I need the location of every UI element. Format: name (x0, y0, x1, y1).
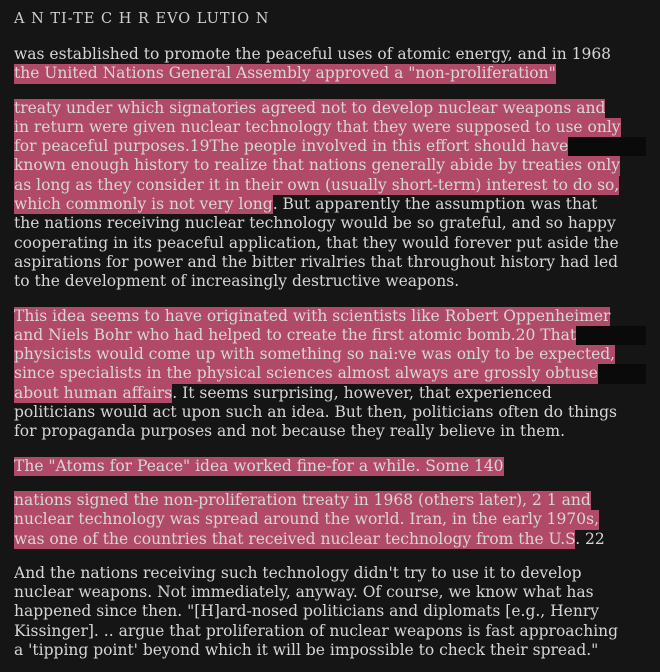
text-segment: the nations receiving nuclear technology would be so grateful, and so happy (14, 214, 616, 233)
text-segment: Kissinger]. .. argue that proliferation of nuclear weapons is fast approaching (14, 621, 619, 640)
text-line (14, 457, 646, 476)
text-line (14, 622, 646, 641)
text-line (14, 307, 646, 326)
text-segment: to the development of increasingly destructive weapons. (14, 272, 460, 291)
highlighted-text[interactable]: was one of the countries that received nuclear technology from the U.S (14, 529, 576, 548)
text-segment: . But apparently the assumption was that (272, 195, 598, 214)
text-segment: happened since then. "[H]ard-nosed politicians and diplomats [e.g., Henry (14, 602, 599, 621)
highlighted-text[interactable]: The "Atoms for Peace" idea worked fine-for a while. Some 140 (14, 456, 504, 475)
text-segment: cooperating in its peaceful application, that they would forever put aside the (14, 233, 619, 252)
text-line (14, 45, 646, 64)
paragraph (14, 491, 646, 549)
text-line (14, 214, 646, 233)
text-segment: nuclear weapons. Not immediately, anyway. Of course, we know what has (14, 583, 594, 602)
highlighted-text[interactable]: known enough history to realize that nations generally abide by treaties only (14, 156, 621, 175)
highlighted-text[interactable]: the United Nations General Assembly approved a "non-proliferation" (14, 64, 556, 83)
text-line (14, 253, 646, 272)
text-line (14, 530, 646, 549)
highlighted-text[interactable]: for peaceful purposes.19The people involved in this effort should have (14, 137, 569, 156)
paragraph (14, 307, 646, 442)
text-line (14, 364, 646, 383)
text-line (14, 326, 646, 345)
text-line (14, 345, 646, 364)
text-segment: aspirations for power and the bitter rivalries that throughout history had led (14, 252, 619, 271)
text-line (14, 564, 646, 583)
text-line (14, 234, 646, 253)
text-segment: . 22 (575, 529, 605, 548)
text-segment: a 'tipping point' beyond which it will be impossible to check their spread." (14, 641, 599, 660)
text-line (14, 602, 646, 621)
document-body (14, 45, 646, 660)
highlighted-text[interactable]: nations signed the non-proliferation treaty in 1968 (others later), 2 1 and (14, 490, 591, 509)
text-line (14, 118, 646, 137)
highlighted-text[interactable]: treaty under which signatories agreed not to develop nuclear weapons and (14, 98, 606, 117)
highlighted-text[interactable]: and Niels Bohr who had helped to create the first atomic bomb.20 That (14, 325, 577, 344)
highlighted-text[interactable]: since specialists in the physical sciences almost always are grossly obtuse (14, 364, 598, 383)
text-line (14, 156, 646, 175)
highlighted-text[interactable]: This idea seems to have originated with scientists like Robert Oppenheimer (14, 306, 611, 325)
paragraph (14, 457, 646, 476)
highlighted-text[interactable]: nuclear technology was spread around the world. Iran, in the early 1970s, (14, 510, 599, 529)
highlighted-text[interactable]: as long as they consider it in their own (usually short-term) interest to do so, (14, 175, 620, 194)
paragraph (14, 564, 646, 660)
paragraph (14, 99, 646, 292)
text-line (14, 384, 646, 403)
text-line (14, 195, 646, 214)
text-line (14, 422, 646, 441)
paragraph (14, 45, 646, 84)
redacted-fill (568, 137, 646, 156)
text-segment: And the nations receiving such technology didn't try to use it to develop (14, 563, 582, 582)
redacted-fill (576, 326, 646, 345)
text-segment: . It seems surprising, however, that experienced (172, 383, 552, 402)
text-segment: was established to promote the peaceful uses of atomic energy, and in 1968 (14, 45, 612, 63)
highlighted-text[interactable]: physicists would come up with something so nai:ve was only to be expected, (14, 345, 616, 364)
text-line (14, 641, 646, 660)
text-line (14, 583, 646, 602)
highlighted-text[interactable]: about human affairs (14, 383, 173, 402)
text-line (14, 272, 646, 291)
text-line (14, 137, 646, 156)
highlighted-text[interactable]: which commonly is not very long (14, 195, 273, 214)
text-line (14, 64, 646, 83)
text-line (14, 510, 646, 529)
text-line (14, 176, 646, 195)
text-line (14, 491, 646, 510)
text-segment: politicians would act upon such an idea. But then, politicians often do things (14, 403, 617, 422)
text-line (14, 403, 646, 422)
text-segment: for propaganda purposes and not because they really believe in them. (14, 422, 566, 441)
highlighted-text[interactable]: in return were given nuclear technology that they were supposed to use only (14, 117, 621, 136)
chapter-header: A N TI-TE C H R EVO LUTIO N (14, 11, 270, 27)
text-line (14, 99, 646, 118)
redacted-fill (598, 364, 646, 383)
